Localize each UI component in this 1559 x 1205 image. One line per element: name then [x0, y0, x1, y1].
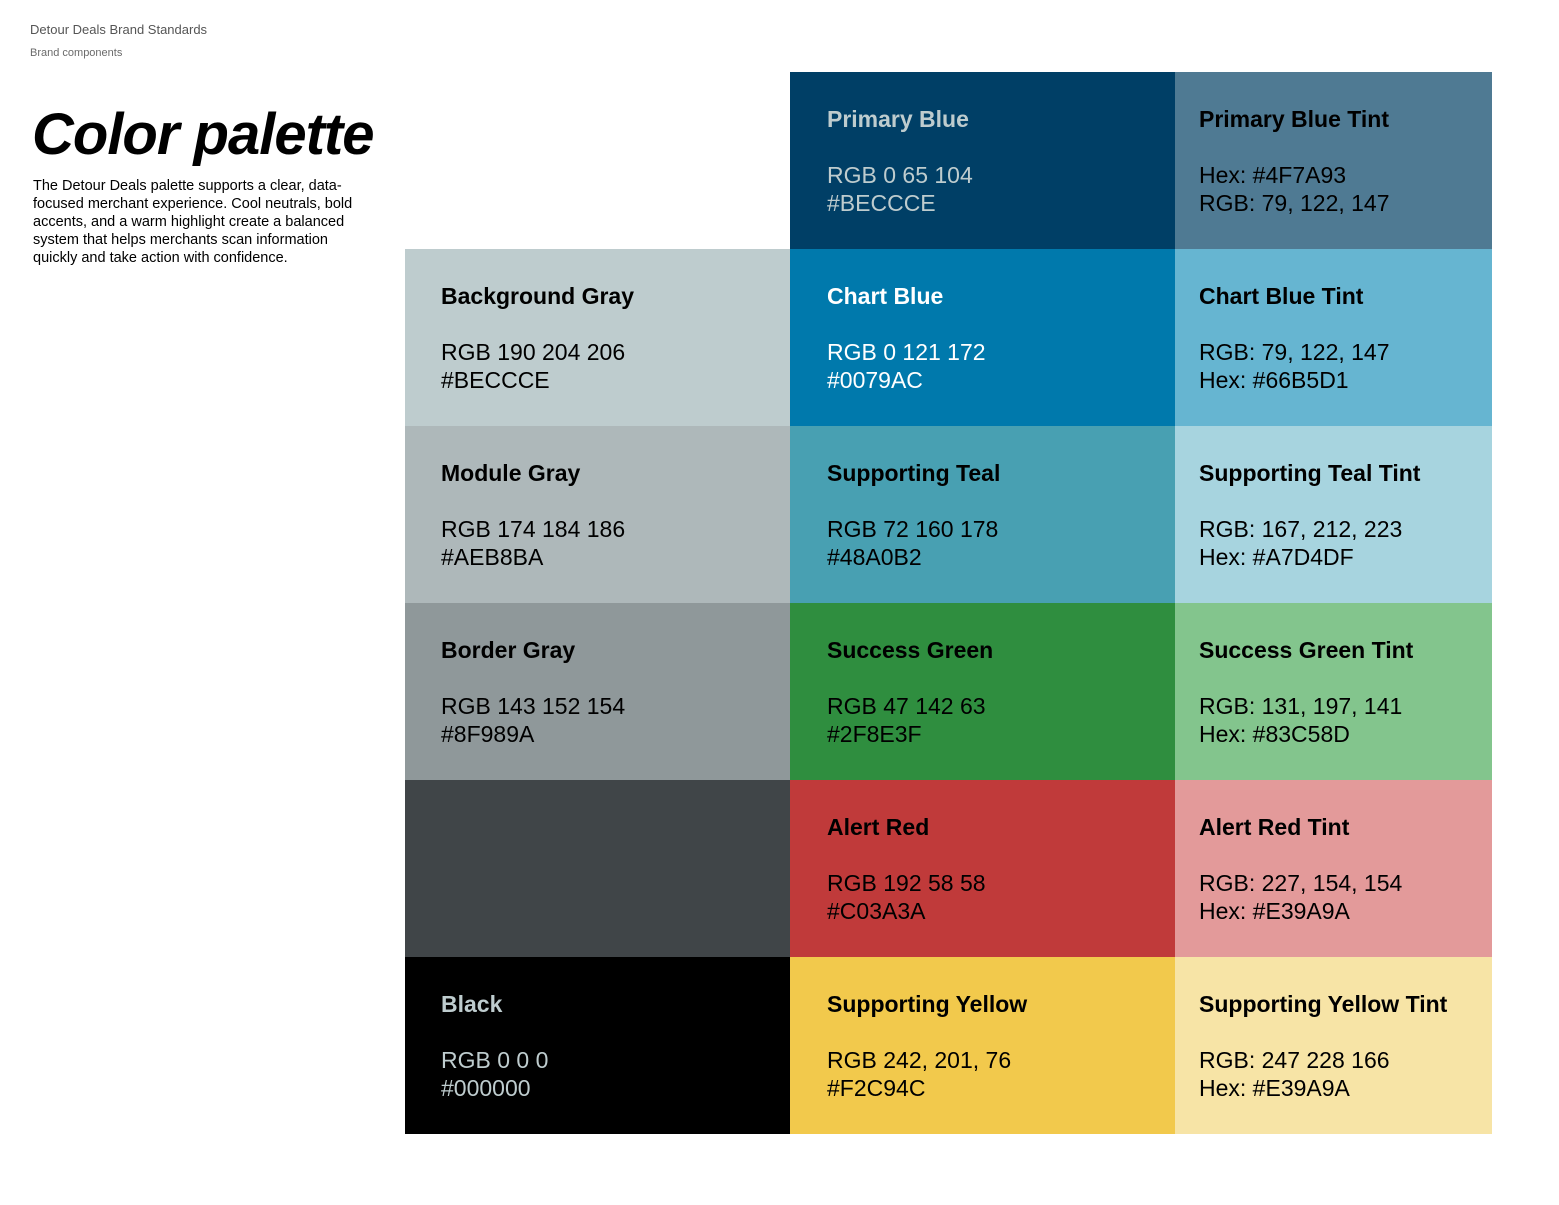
swatch-name: Background Gray [441, 283, 634, 309]
swatch-module-gray [405, 426, 790, 603]
document-subtitle: Brand components [30, 47, 123, 59]
swatch-chart-blue-tint [1175, 249, 1492, 426]
swatch-name: Supporting Teal [827, 460, 1001, 486]
swatch-hex-value: Hex: #4F7A93 [1199, 162, 1347, 188]
swatch-hex-value: #BECCCE [827, 190, 936, 216]
swatch-name: Black [441, 991, 503, 1017]
swatch-primary-blue [790, 72, 1175, 249]
swatch-hex-value: Hex: #66B5D1 [1199, 367, 1349, 393]
document-title: Detour Deals Brand Standards [30, 22, 208, 37]
swatch-hex-value: Hex: #E39A9A [1199, 898, 1350, 924]
swatch-rgb-value: RGB 192 58 58 [827, 870, 986, 896]
swatch-name: Alert Red Tint [1199, 814, 1350, 840]
swatch-hex-value: #0079AC [827, 367, 923, 393]
swatch-alert-red-tint [1175, 780, 1492, 957]
swatch-background-gray [405, 249, 790, 426]
swatch-black [405, 957, 790, 1134]
intro-paragraph: The Detour Deals palette supports a clear, data-focused merchant experience. Cool neutrals, bold accents, and a warm highlight create a balanced system that helps merchants scan information quickly and take action with confidence. [33, 178, 353, 266]
swatch-name: Supporting Yellow [827, 991, 1028, 1017]
swatch-name: Chart Blue Tint [1199, 283, 1364, 309]
swatch-hex-value: #2F8E3F [827, 721, 922, 747]
swatch-rgb-value: RGB 0 65 104 [827, 162, 973, 188]
swatch-name: Primary Blue Tint [1199, 106, 1390, 132]
swatch-rgb-value: RGB: 79, 122, 147 [1199, 339, 1390, 365]
swatch-hex-value: #000000 [441, 1075, 531, 1101]
swatch-rgb-value: RGB: 131, 197, 141 [1199, 693, 1403, 719]
swatch-name: Success Green [827, 637, 994, 663]
swatch-chart-blue [790, 249, 1175, 426]
swatch-rgb-value: RGB: 227, 154, 154 [1199, 870, 1403, 896]
swatch-rgb-value: RGB 0 0 0 [441, 1047, 549, 1073]
page-title: Color palette [32, 102, 374, 167]
swatch-name: Chart Blue [827, 283, 944, 309]
swatch-supporting-teal-tint [1175, 426, 1492, 603]
swatch-supporting-teal [790, 426, 1175, 603]
swatch-alert-red [790, 780, 1175, 957]
swatch-rgb-value: RGB 143 152 154 [441, 693, 626, 719]
swatch-success-green-tint [1175, 603, 1492, 780]
swatch-rgb-value: RGB 0 121 172 [827, 339, 986, 365]
swatch-name: Primary Blue [827, 106, 969, 132]
swatch-name: Supporting Yellow Tint [1199, 991, 1448, 1017]
swatch-name: Supporting Teal Tint [1199, 460, 1421, 486]
swatch-hex-value: #8F989A [441, 721, 535, 747]
swatch-rgb-value: RGB 72 160 178 [827, 516, 999, 542]
swatch-name: Alert Red [827, 814, 930, 840]
swatch-rgb-value: RGB 242, 201, 76 [827, 1047, 1012, 1073]
swatch-hex-value: #F2C94C [827, 1075, 926, 1101]
swatch-primary-blue-tint [1175, 72, 1492, 249]
swatch-border-gray [405, 603, 790, 780]
swatch-supporting-yellow [790, 957, 1175, 1134]
swatch-name: Border Gray [441, 637, 576, 663]
swatch-name: Success Green Tint [1199, 637, 1414, 663]
swatch-hex-value: #AEB8BA [441, 544, 544, 570]
swatch-rgb-value: RGB 190 204 206 [441, 339, 626, 365]
swatch-hex-value: #BECCCE [441, 367, 550, 393]
swatch-supporting-yellow-tint [1175, 957, 1492, 1134]
swatch-hex-value: Hex: #A7D4DF [1199, 544, 1354, 570]
swatch-success-green [790, 603, 1175, 780]
swatch-name: Module Gray [441, 460, 581, 486]
swatch-hex-value: Hex: #83C58D [1199, 721, 1350, 747]
swatch-hex-value: #48A0B2 [827, 544, 922, 570]
swatch-dark-gray [405, 780, 790, 957]
swatch-rgb-value: RGB: 167, 212, 223 [1199, 516, 1403, 542]
swatch-rgb-value: RGB 47 142 63 [827, 693, 986, 719]
swatch-rgb-value: RGB: 247 228 166 [1199, 1047, 1390, 1073]
swatch-rgb-value: RGB: 79, 122, 147 [1199, 190, 1390, 216]
swatch-hex-value: Hex: #E39A9A [1199, 1075, 1350, 1101]
swatch-rgb-value: RGB 174 184 186 [441, 516, 626, 542]
swatch-hex-value: #C03A3A [827, 898, 926, 924]
